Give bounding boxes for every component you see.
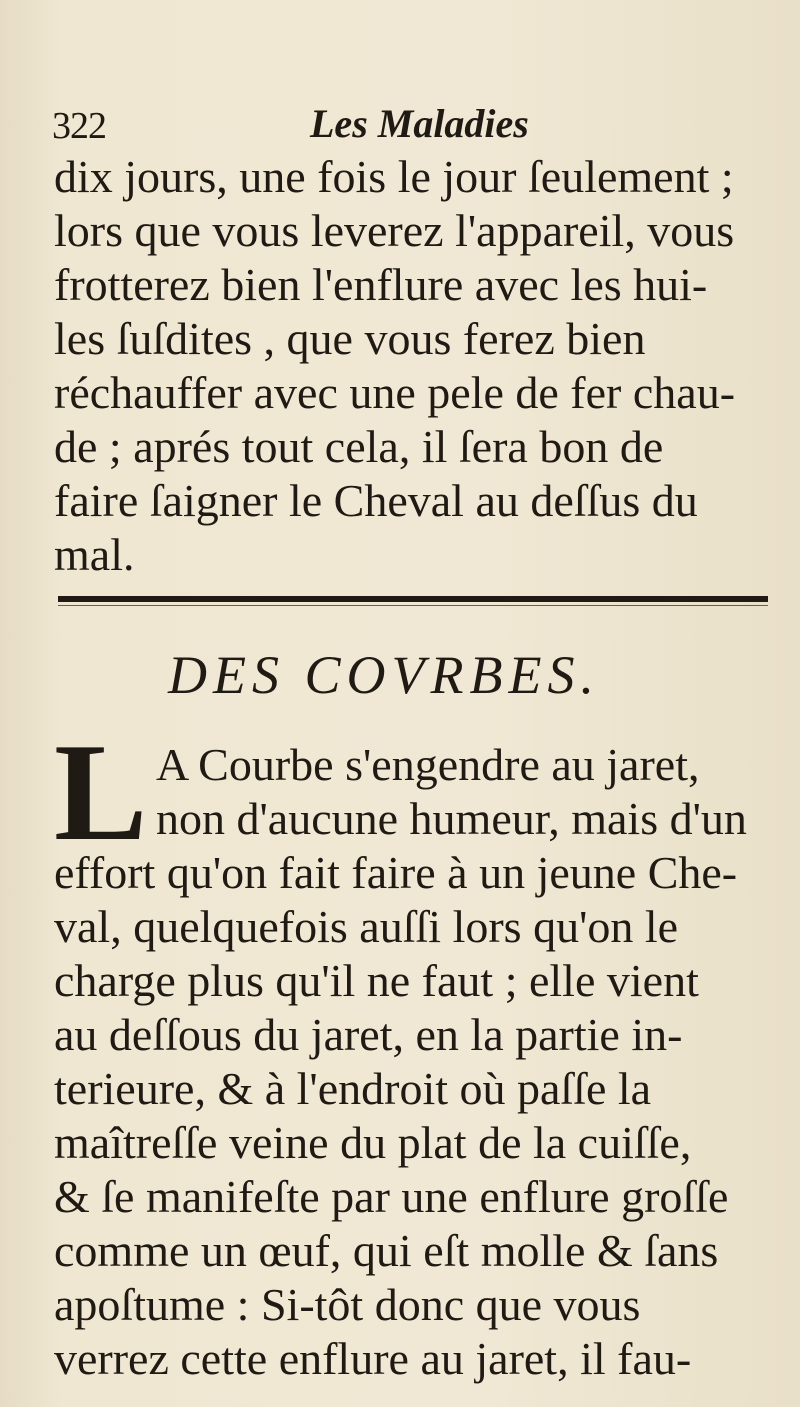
- text-line: lors que vous leverez l'appareil, vous: [54, 205, 735, 256]
- page-header: [52, 100, 760, 150]
- text-line: mal.: [54, 529, 135, 580]
- text-line: A Courbe s'engendre au jaret,: [156, 739, 700, 790]
- text-line: verrez cette enflure au jaret, il fau-: [54, 1333, 692, 1384]
- text-line: charge plus qu'il ne faut ; elle vient: [54, 955, 699, 1006]
- text-line: effort qu'on fait faire à un jeune Che-: [54, 847, 738, 898]
- drop-cap: L: [54, 715, 148, 870]
- text-line: maîtreſſe veine du plat de la cuiſſe,: [54, 1117, 692, 1168]
- page-number: 322: [52, 105, 106, 147]
- text-line: de ; aprés tout cela, il ſera bon de: [54, 421, 664, 472]
- section-title: DES COVRBES.: [168, 645, 600, 705]
- text-line: & ſe manifeſte par une enflure groſſe: [54, 1171, 729, 1222]
- text-line: faire ſaigner le Cheval au deſſus du: [54, 475, 698, 526]
- text-line: au deſſous du jaret, en la partie in-: [54, 1009, 683, 1060]
- section-divider: [58, 596, 768, 602]
- text-line: terieure, & à l'endroit où paſſe la: [54, 1063, 652, 1114]
- text-line: val, quelquefois auſſi lors qu'on le: [54, 901, 679, 952]
- text-line: comme un œuf, qui eſt molle & ſans: [54, 1225, 719, 1276]
- text-line: apoſtume : Si-tôt donc que vous: [54, 1279, 641, 1330]
- text-line: non d'aucune humeur, mais d'un: [156, 793, 747, 844]
- text-line: dix jours, une fois le jour ſeulement ;: [54, 151, 734, 202]
- text-line: frotterez bien l'enflure avec les hui-: [54, 259, 708, 310]
- running-title: Les Maladies: [310, 101, 529, 146]
- text-line: réchauffer avec une pele de fer chau-: [54, 367, 736, 418]
- text-line: les ſuſdites , que vous ferez bien: [54, 313, 646, 364]
